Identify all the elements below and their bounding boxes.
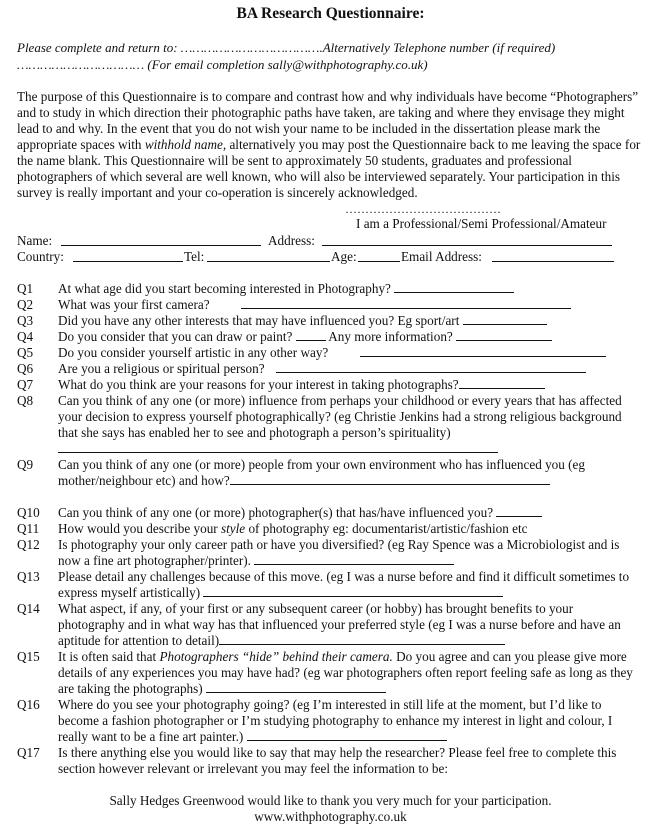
answer-field-q10[interactable] [496,505,542,517]
age-field[interactable] [358,249,400,262]
question-text-a: It is often said that [58,649,160,664]
question-text-b: of photography eg: documentarist/artistic/fashion etc [245,521,528,536]
question-number: Q3 [17,313,34,328]
question-q10 [17,505,647,521]
question-text: At what age did you start becoming interested in Photography? [58,281,391,296]
question-number: Q6 [17,361,34,376]
question-q4 [17,329,647,345]
question-text: Please detail any challenges because of this move. (eg I was a nurse before and find it difficult sometimes to express myself artistically) [58,569,630,600]
intro-text-italic: withhold name, [144,137,227,152]
question-q16 [17,697,647,745]
question-number: Q15 [17,649,40,664]
question-text: Do you consider that you can draw or paint? [58,329,293,344]
question-text-b: Do you agree and can you please give more details of any experiences you may have had? (eg war photographers often report feeling safe as long as they are taking the photographs) [58,649,633,696]
answer-field-q7[interactable] [459,377,545,389]
answer-field-q3[interactable] [463,313,547,325]
question-q15 [17,649,647,697]
question-q5 [17,345,647,361]
question-text: Can you think of any one (or more) photographer(s) that has/have influenced you? [58,505,494,520]
question-text: Did you have any other interests that may have influenced you? Eg sport/art [58,313,460,328]
question-q3 [17,313,647,329]
answer-field-q4b[interactable] [456,329,552,341]
question-number: Q13 [17,569,40,584]
answer-field-q6[interactable] [276,361,586,373]
question-number: Q8 [17,393,34,408]
answer-field-q2[interactable] [241,297,571,309]
question-text: Can you think of any one (or more) influence from perhaps your childhood or every years that has affected your decision to express yourself photographically? (eg Christie Jenkins had a strong religious background that she says has enabled her to see and photograph a person’s spirituality) [58,393,622,440]
country-label: Country: [17,249,64,264]
question-q17 [17,745,647,777]
question-q1 [17,281,647,297]
question-text: What aspect, if any, of your first or any subsequent career (or hobby) has brought benefits to your photography and in what way has that influenced your preferred style (eg I was a nurse before and have an aptitude for attention to detail) [58,601,621,648]
question-text-italic: Photographers “hide” behind their camera. [159,649,393,664]
question-q13 [17,569,647,601]
question-number: Q16 [17,697,40,712]
email-instructions: …………………………… (For email completion sally@withphotography.co.uk) [17,57,428,72]
tel-field[interactable] [207,249,330,262]
question-q2 [17,297,647,313]
question-number: Q10 [17,505,40,520]
question-text: What do you think are your reasons for your interest in taking photographs? [58,377,459,392]
answer-field-q16[interactable] [247,729,447,741]
question-q12 [17,537,647,569]
website-link[interactable]: www.withphotography.co.uk [254,809,407,824]
answer-field-q5[interactable] [360,345,606,357]
question-q8 [17,393,647,457]
question-number: Q17 [17,745,40,760]
question-text-a: How would you describe your [58,521,221,536]
question-q14 [17,601,647,649]
answer-field-q4a[interactable] [296,329,326,341]
question-number: Q12 [17,537,40,552]
address-field[interactable] [322,233,612,246]
question-text: What was your first camera? [58,297,210,312]
question-text: Is there anything else you would like to say that may help the researcher? Please feel free to complete this section however relevant or irrelevant you may feel the information to be: [58,745,617,776]
question-text-italic: style [220,521,246,536]
question-text: Can you think of any one (or more) people from your own environment who has influenced you (eg mother/neighbour etc) and how? [58,457,585,488]
question-q6 [17,361,647,377]
question-q9 [17,457,647,505]
question-number: Q7 [17,377,34,392]
question-q11 [17,521,647,537]
answer-field-q15[interactable] [206,681,386,693]
address-label: Address: [268,233,315,248]
intro-signature-dots: ………………………………… [345,202,501,216]
question-number: Q1 [17,281,34,296]
question-number: Q9 [17,457,34,472]
question-text: Where do you see your photography going? (eg I’m interested in still life at the moment, but I’d like to become a fashion photographer or I’m studying photography to enhance my interest in light and colour, I really want to be a fine art painter.) [58,697,613,744]
thanks-note: Sally Hedges Greenwood would like to thank you very much for your participation. [109,793,552,808]
name-label: Name: [17,233,53,248]
answer-field-q12[interactable] [254,553,454,565]
answer-field-q1[interactable] [394,281,514,293]
email-field[interactable] [492,249,614,262]
question-number: Q14 [17,601,40,616]
question-text: Are you a religious or spiritual person? [58,361,265,376]
age-label: Age: [331,249,357,264]
name-address-row [17,233,647,249]
name-field[interactable] [61,233,261,246]
return-instructions: Please complete and return to: ……………………………….Alternatively Telephone number (if required) [17,40,556,55]
answer-field-q14[interactable] [219,633,505,645]
intro-paragraph [17,89,647,201]
email-label: Email Address: [401,249,482,264]
question-number: Q5 [17,345,34,360]
question-text: Do you consider yourself artistic in any other way? [58,345,329,360]
question-text-extra: Any more information? [328,329,453,344]
question-number: Q2 [17,297,34,312]
answer-field-q9[interactable] [230,473,550,485]
question-q7 [17,377,647,393]
country-field[interactable] [73,249,183,262]
intro-text-part1: The purpose of this Questionnaire is to compare and contrast how and why individuals have become “Photographers” and to study in which direction their photographic paths have taken, are taking and where they envisage they might lead to and why. In the event that you do not wish your name to be included in the dissertation please mark the appropriate spaces with [17,89,639,152]
question-number: Q4 [17,329,34,344]
tel-label: Tel: [184,249,205,264]
answer-field-q13[interactable] [203,585,503,597]
question-number: Q11 [17,521,40,536]
answer-field-q8[interactable] [58,441,498,453]
question-text: Is photography your only career path or have you diversified? (eg Ray Spence was a Microbiologist and is now a fine art photographer/printer). [58,537,620,568]
status-choice[interactable]: I am a Professional/Semi Professional/Amateur [356,216,607,231]
intro-text-part2: alternatively you may post the Questionnaire back to me leaving the space for the name blank. This Questionnaire will be sent to approximately 50 students, graduates and professional photographers of which several are well known, who will also be interviewed separately. Your participation in this survey is really important and your co-operation is sincerely acknowledged. [17,137,641,200]
contact-row [17,249,647,265]
page-title: BA Research Questionnaire: [236,5,425,22]
